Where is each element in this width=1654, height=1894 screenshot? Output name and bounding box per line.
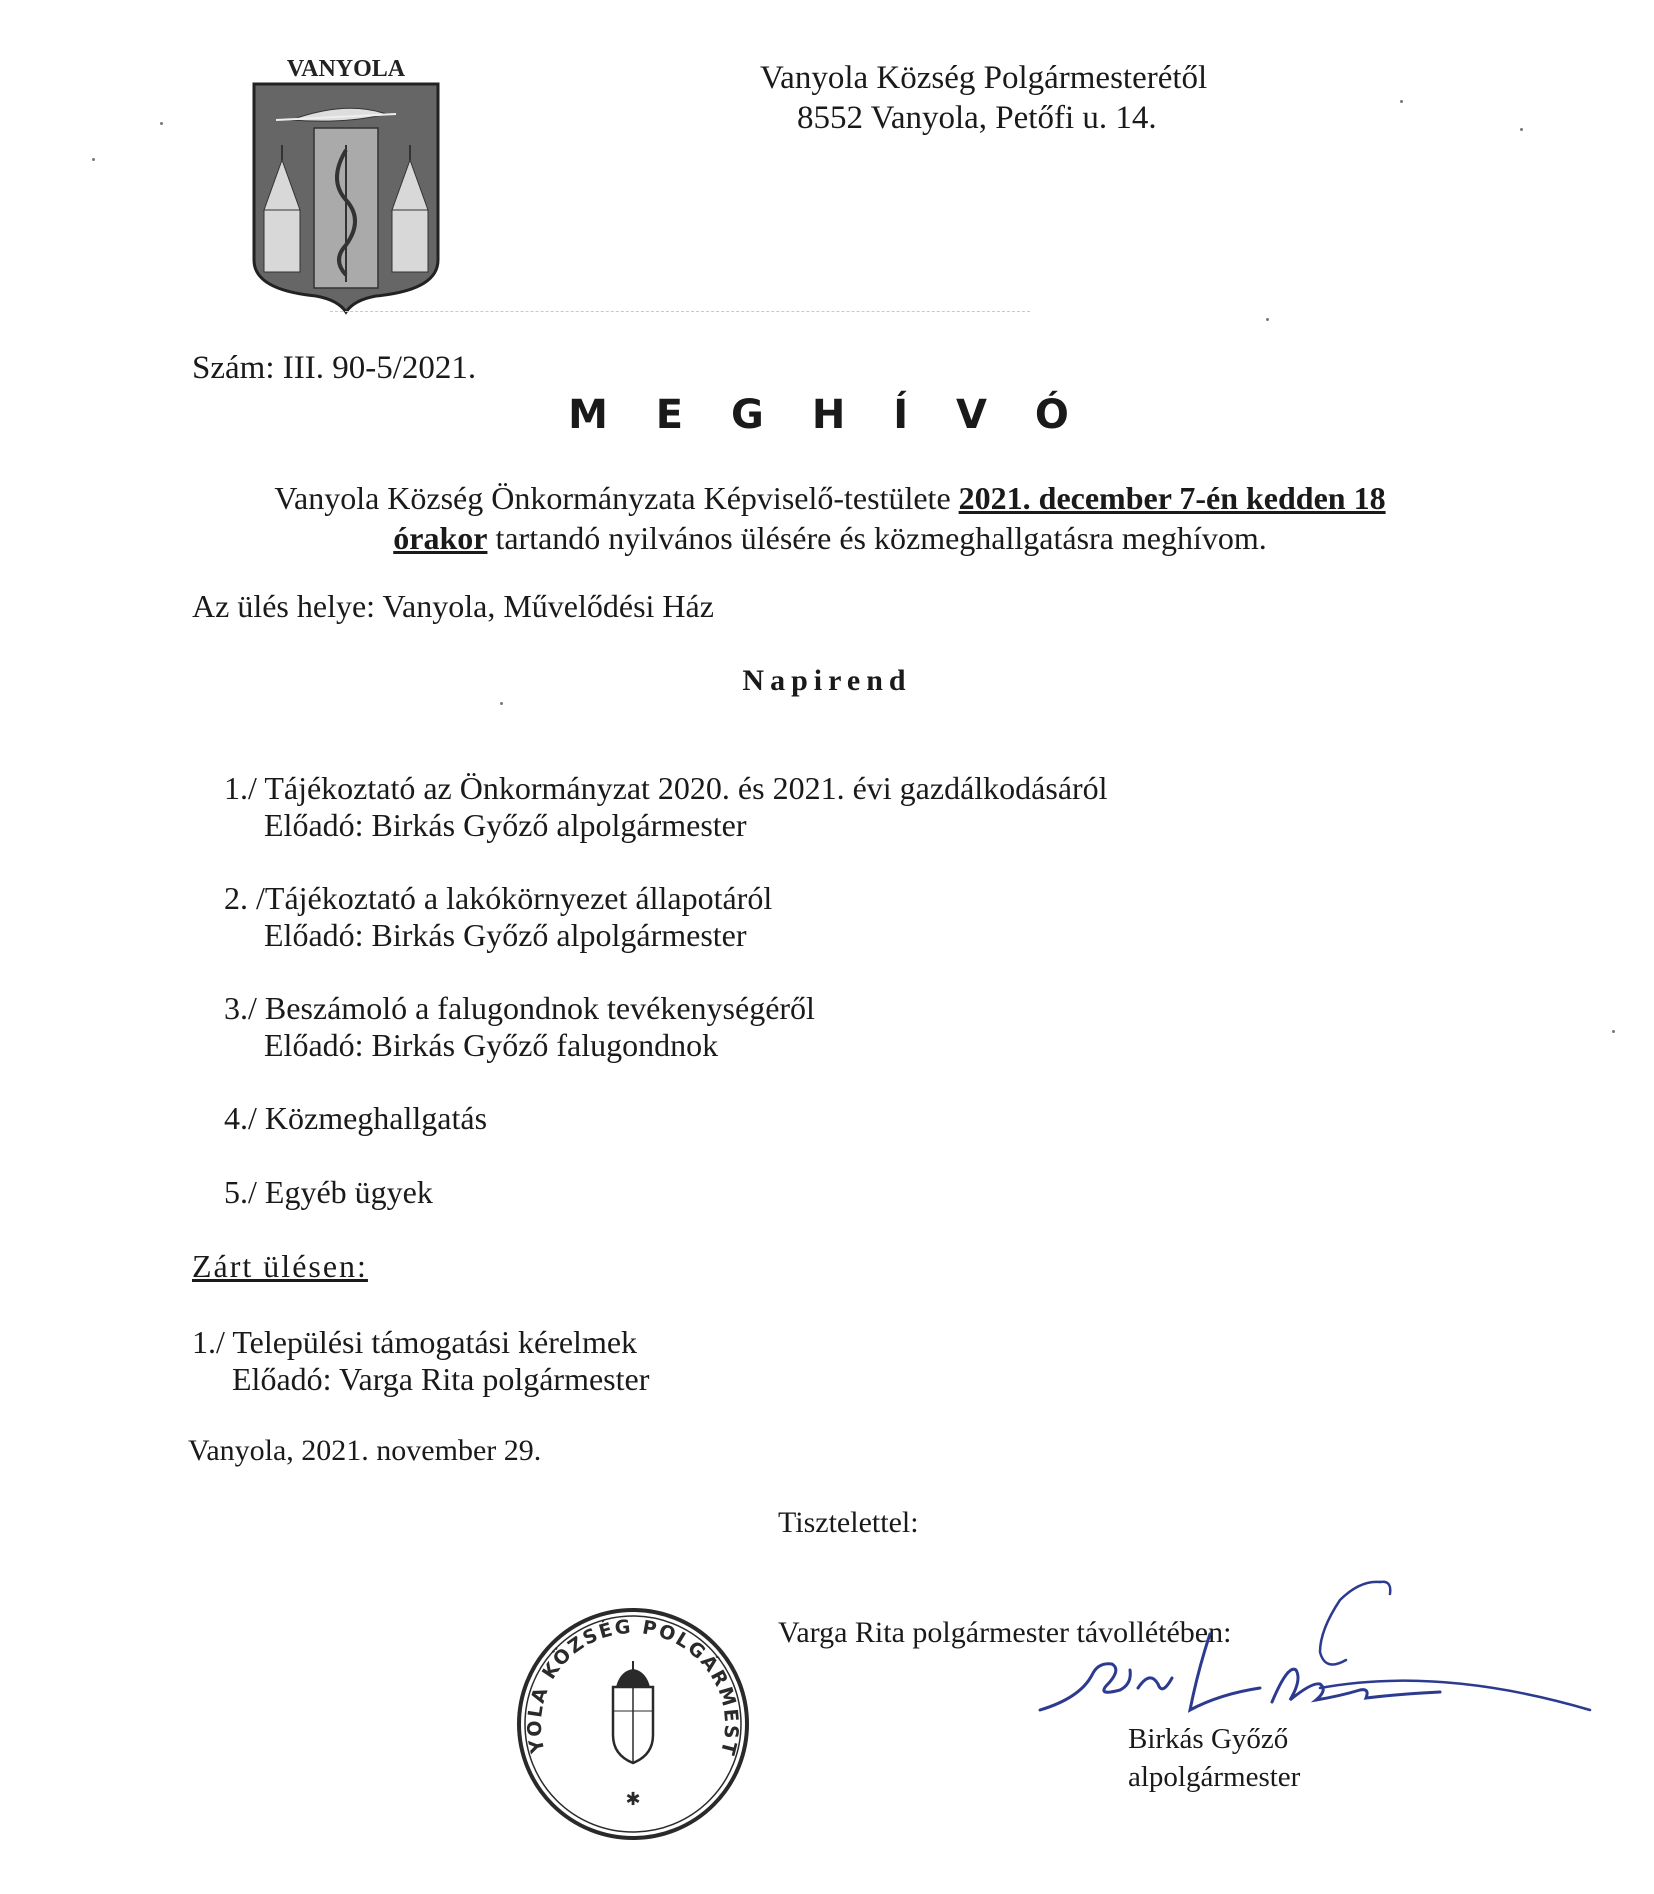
- sender-address: [760, 58, 1207, 138]
- agenda-item-presenter: Előadó: Birkás Győző alpolgármester: [264, 917, 747, 953]
- agenda-item-3: [224, 990, 815, 1064]
- agenda-item-5: [224, 1174, 433, 1211]
- closed-session-item-1: [192, 1324, 649, 1398]
- agenda-item-title: 4./ Közmeghallgatás: [224, 1100, 488, 1136]
- sender-line-2: 8552 Vanyola, Petőfi u. 14.: [797, 100, 1157, 136]
- agenda-item-presenter: Előadó: Birkás Győző falugondnok: [264, 1027, 719, 1063]
- invitation-paragraph: [240, 478, 1420, 558]
- agenda-heading: Napirend: [742, 664, 912, 697]
- coat-of-arms: [246, 50, 446, 315]
- agenda-item-title: 5./ Egyéb ügyek: [224, 1174, 433, 1210]
- meeting-venue: Az ülés helye: Vanyola, Művelődési Ház: [192, 588, 714, 624]
- scan-speck: [500, 702, 503, 705]
- agenda-item-1: [224, 770, 1108, 844]
- agenda-item-presenter: Előadó: Birkás Győző alpolgármester: [264, 807, 747, 843]
- agenda-item-4: [224, 1100, 487, 1137]
- signer-name: Birkás Győző: [1128, 1723, 1289, 1755]
- stamp-text: YOLA KÖZSÉG POLGÁRMEST: [523, 1615, 743, 1759]
- closed-item-title: 1./ Települési támogatási kérelmek: [192, 1324, 638, 1360]
- agenda-item-title: 3./ Beszámoló a falugondnok tevékenységéről: [224, 990, 815, 1026]
- scan-speck: [160, 122, 163, 125]
- agenda-item-title: 2. /Tájékoztató a lakókörnyezet állapotáról: [224, 880, 773, 916]
- signer-role: alpolgármester: [1128, 1761, 1301, 1793]
- signatory: [1128, 1720, 1300, 1796]
- closing-salutation: Tisztelettel:: [778, 1506, 919, 1539]
- agenda-item-2: [224, 880, 772, 954]
- sender-line-1: Vanyola Község Polgármesterétől: [760, 60, 1208, 96]
- scan-speck: [1400, 100, 1403, 103]
- intro-text-before: Vanyola Község Önkormányzata Képviselő-testülete: [274, 480, 959, 516]
- document-title: M E G H Í V Ó: [568, 392, 1086, 438]
- crest-title: VANYOLA: [286, 56, 406, 82]
- header-divider: [330, 311, 1030, 312]
- scan-speck: [1266, 318, 1269, 321]
- date-line: Vanyola, 2021. november 29.: [188, 1434, 542, 1467]
- scan-speck: [92, 158, 95, 161]
- closed-item-presenter: Előadó: Varga Rita polgármester: [232, 1361, 650, 1397]
- scan-speck: [1612, 1030, 1615, 1033]
- svg-text:✱: ✱: [625, 1789, 641, 1809]
- closed-session-heading: Zárt ülésen:: [192, 1248, 368, 1284]
- meeting-datetime: 2021. december 7-én kedden 18 órakor: [393, 480, 1386, 556]
- scan-speck: [1520, 128, 1523, 131]
- intro-text-after: tartandó nyilvános ülésére és közmeghallgatásra meghívom.: [487, 520, 1267, 556]
- absence-line: Varga Rita polgármester távollétében:: [778, 1616, 1232, 1649]
- official-stamp: [514, 1605, 752, 1843]
- agenda-item-title: 1./ Tájékoztató az Önkormányzat 2020. és 2021. évi gazdálkodásáról: [224, 770, 1108, 806]
- handwritten-signature: [1020, 1560, 1620, 1740]
- reference-number: Szám: III. 90-5/2021.: [192, 350, 477, 386]
